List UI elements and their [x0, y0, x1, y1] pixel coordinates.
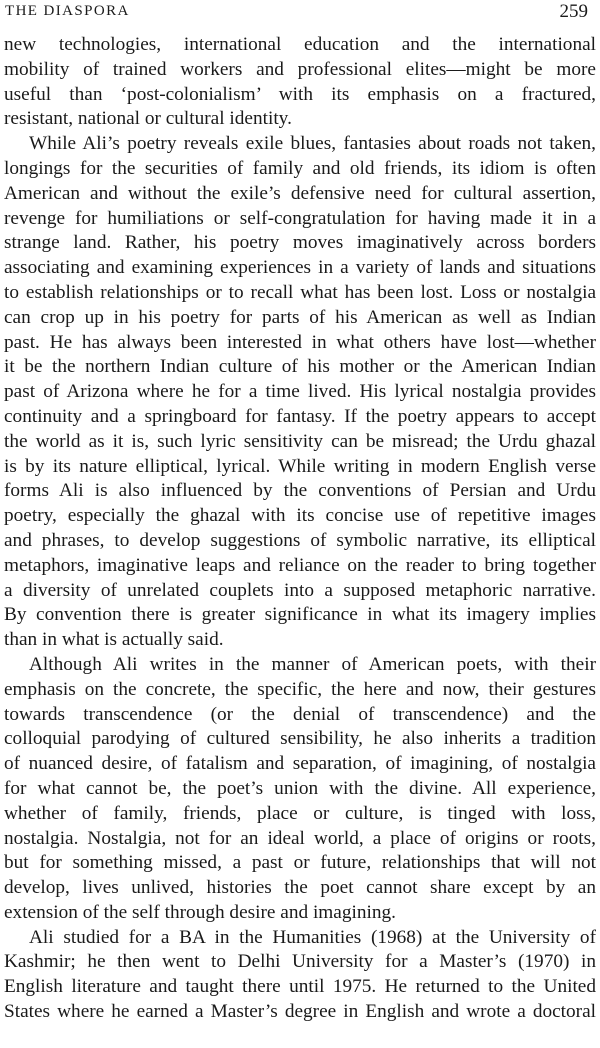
text-line: While Ali’s poetry reveals exile blues, fantasies about roads not taken, [29, 133, 596, 155]
paragraph [4, 33, 596, 132]
text-line: nostalgia. Nostalgia, not for an ideal world, a place of origins or roots, [4, 827, 596, 849]
text-line: continuity and a springboard for fantasy. If the poetry appears to accept [4, 405, 596, 427]
text-line: towards transcendence (or the denial of transcendence) and the [4, 703, 596, 725]
text-line: longings for the securities of family and old friends, its idiom is often [4, 157, 596, 179]
text-line: Kashmir; he then went to Delhi University for a Master’s (1970) in [4, 951, 596, 973]
text-line: poetry, especially the ghazal with its concise use of repetitive images [4, 505, 596, 527]
paragraph [4, 132, 596, 653]
text-line: whether of family, friends, place or culture, is tinged with loss, [4, 802, 596, 824]
text-line: a diversity of unrelated couplets into a supposed metaphoric narrative. [4, 579, 596, 601]
page-header [4, 0, 596, 30]
text-line: to establish relationships or to recall what has been lost. Loss or nostalgia [4, 281, 596, 303]
text-line: than in what is actually said. [4, 629, 224, 651]
text-line: useful than ‘post-colonialism’ with its emphasis on a fractured, [4, 83, 596, 105]
text-line: past. He has always been interested in what others have lost—whether [4, 331, 596, 353]
paragraph [4, 653, 596, 926]
body-text [4, 33, 596, 1025]
text-line: new technologies, international education and the international [4, 34, 596, 55]
book-page [4, 0, 596, 1048]
text-line: develop, lives unlived, histories the poet cannot share except by an [4, 877, 596, 899]
text-line: past of Arizona where he for a time lived. His lyrical nostalgia provides [4, 381, 596, 403]
text-line: English literature and taught there until 1975. He returned to the United [4, 976, 596, 998]
text-line: American and without the exile’s defensive need for cultural assertion, [4, 182, 596, 204]
text-line: and phrases, to develop suggestions of symbolic narrative, its elliptical [4, 529, 596, 551]
text-line: strange land. Rather, his poetry moves imaginatively across borders [4, 232, 596, 254]
text-line: By convention there is greater significance in what its imagery implies [4, 604, 596, 626]
text-line: revenge for humiliations or self-congratulation for having made it in a [4, 207, 596, 229]
text-line: the world as it is, such lyric sensitivity can be misread; the Urdu ghazal [4, 430, 596, 452]
text-line: for what cannot be, the poet’s union with the divine. All experience, [4, 777, 596, 799]
running-head: THE DIASPORA [5, 3, 130, 19]
text-line: States where he earned a Master’s degree in English and wrote a doctoral [4, 1001, 596, 1023]
text-line: of nuanced desire, of fatalism and separation, of imagining, of nostalgia [4, 753, 596, 775]
text-line: extension of the self through desire and imagining. [4, 901, 396, 923]
text-line: it be the northern Indian culture of his mother or the American Indian [4, 356, 596, 378]
text-line: resistant, national or cultural identity. [4, 108, 292, 130]
text-line: but for something missed, a past or future, relationships that will not [4, 852, 596, 874]
text-line: associating and examining experiences in a variety of lands and situations [4, 257, 596, 279]
text-line: forms Ali is also influenced by the conventions of Persian and Urdu [4, 480, 596, 502]
text-line: mobility of trained workers and professional elites—might be more [4, 58, 596, 80]
text-line: metaphors, imaginative leaps and reliance on the reader to bring together [4, 554, 596, 576]
text-line: Although Ali writes in the manner of American poets, with their [29, 653, 596, 675]
page-number: 259 [559, 1, 588, 22]
text-line: Ali studied for a BA in the Humanities (1968) at the University of [29, 926, 596, 948]
text-line: colloquial parodying of cultured sensibility, he also inherits a tradition [4, 728, 596, 750]
text-line: is by its nature elliptical, lyrical. While writing in modern English verse [4, 455, 596, 477]
text-line: can crop up in his poetry for parts of his American as well as Indian [4, 306, 596, 328]
text-line: emphasis on the concrete, the specific, the here and now, their gestures [4, 678, 596, 700]
paragraph [4, 926, 596, 1025]
